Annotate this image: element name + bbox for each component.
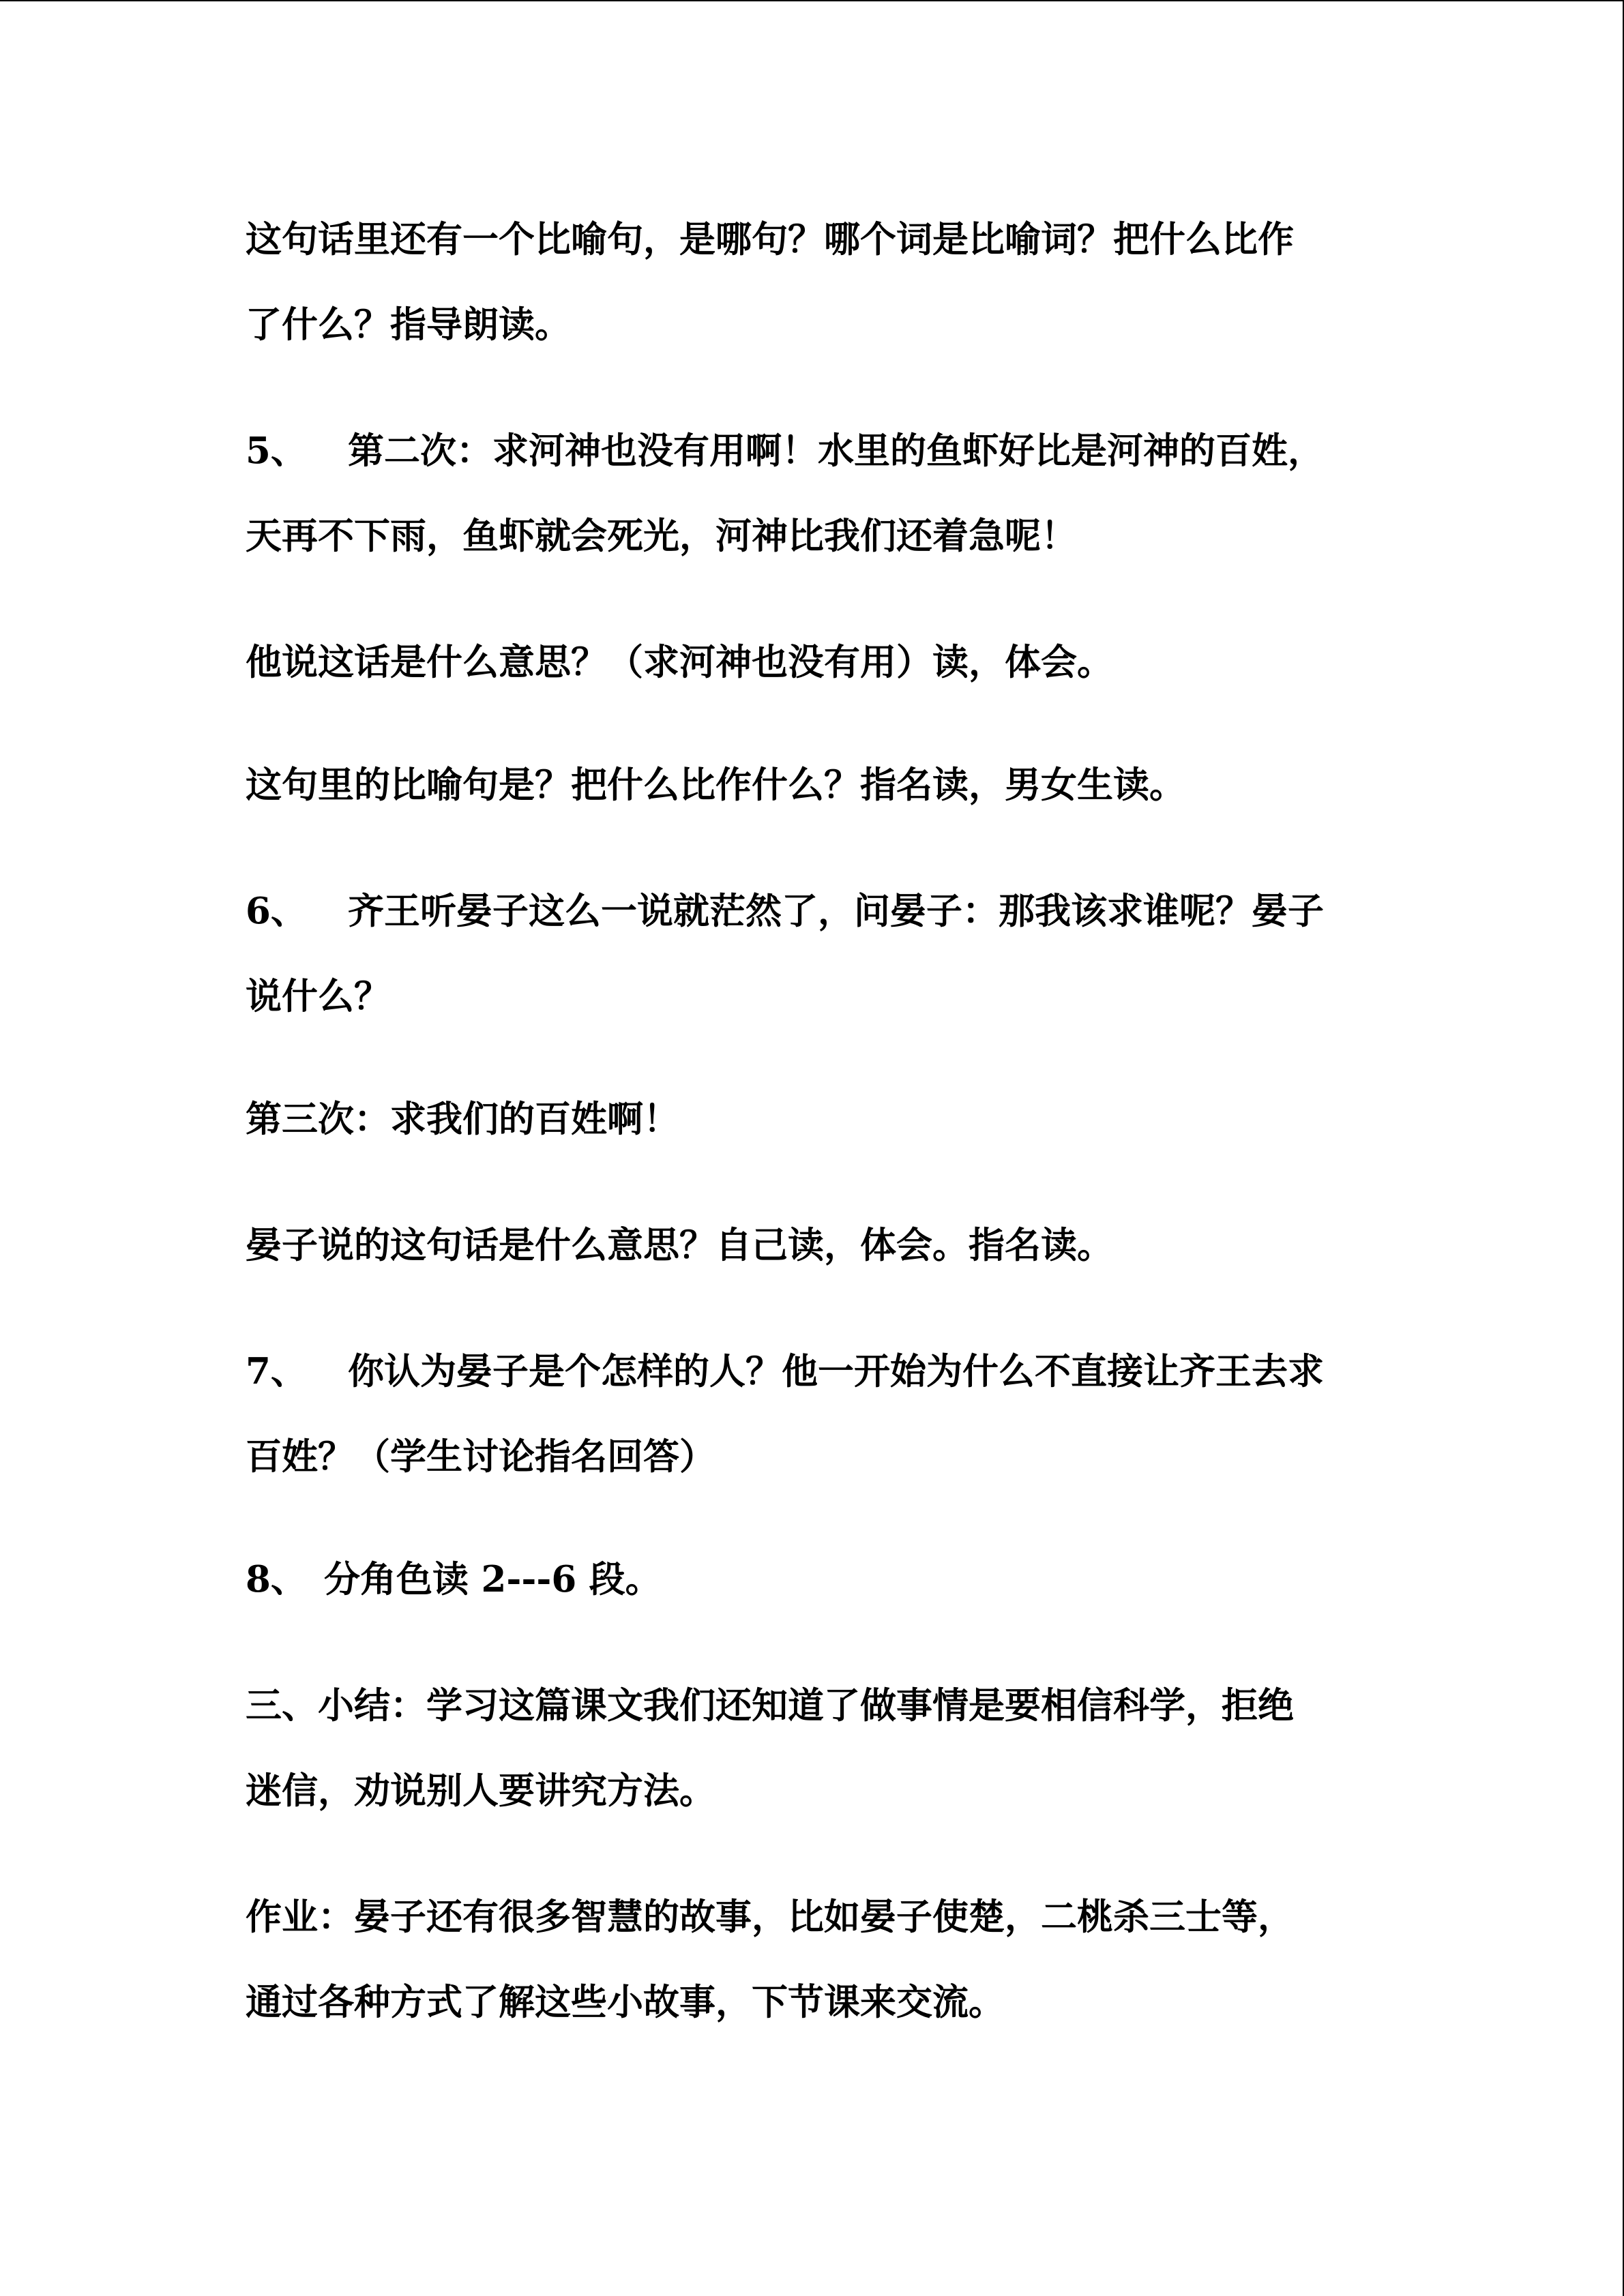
item-number: 6、 (246, 890, 307, 932)
summary-line: 迷信，劝说别人要讲究方法。 (246, 1770, 715, 1812)
text-line: 天再不下雨，鱼虾就会死光，河神比我们还着急呢！ (246, 515, 1077, 557)
text-line: 这句里的比喻句是？把什么比作什么？指名读，男女生读。 (246, 764, 1185, 806)
summary-line: 三、小结：学习这篇课文我们还知道了做事情是要相信科学，拒绝 (246, 1684, 1294, 1727)
text-line: 晏子说的这句话是什么意思？自己读，体会。指名读。 (246, 1224, 1113, 1266)
item-number: 8、 (246, 1558, 307, 1600)
numbered-item-5 (246, 429, 1324, 473)
numbered-item-7 (246, 1350, 1324, 1393)
numbered-item-6 (246, 889, 1324, 933)
text-line: 百姓？（学生讨论指名回答） (246, 1435, 715, 1478)
item-number: 7、 (246, 1350, 307, 1392)
homework-line: 作业：晏子还有很多智慧的故事，比如晏子使楚，二桃杀三士等， (246, 1896, 1294, 1938)
item-text: 你认为晏子是个怎样的人？他一开始为什么不直接让齐王去求 (348, 1350, 1324, 1392)
text-line: 他说这话是什么意思？（求河神也没有用）读，体会。 (246, 641, 1113, 683)
item-text: 分角色读 2---6 段。 (324, 1558, 662, 1600)
numbered-item-8 (246, 1557, 662, 1601)
text-line: 了什么？指导朗读。 (246, 303, 571, 346)
text-line: 这句话里还有一个比喻句，是哪句？哪个词是比喻词？把什么比作 (246, 218, 1294, 260)
item-number: 5、 (246, 430, 307, 472)
text-line: 说什么？ (246, 975, 390, 1017)
homework-line: 通过各种方式了解这些小故事，下节课来交流。 (246, 1981, 1005, 2023)
text-line: 第三次：求我们的百姓啊！ (246, 1098, 679, 1140)
item-text: 齐王听晏子这么一说就茫然了，问晏子：那我该求谁呢？晏子 (348, 890, 1324, 932)
item-text: 第二次：求河神也没有用啊！水里的鱼虾好比是河神的百姓， (348, 430, 1324, 472)
